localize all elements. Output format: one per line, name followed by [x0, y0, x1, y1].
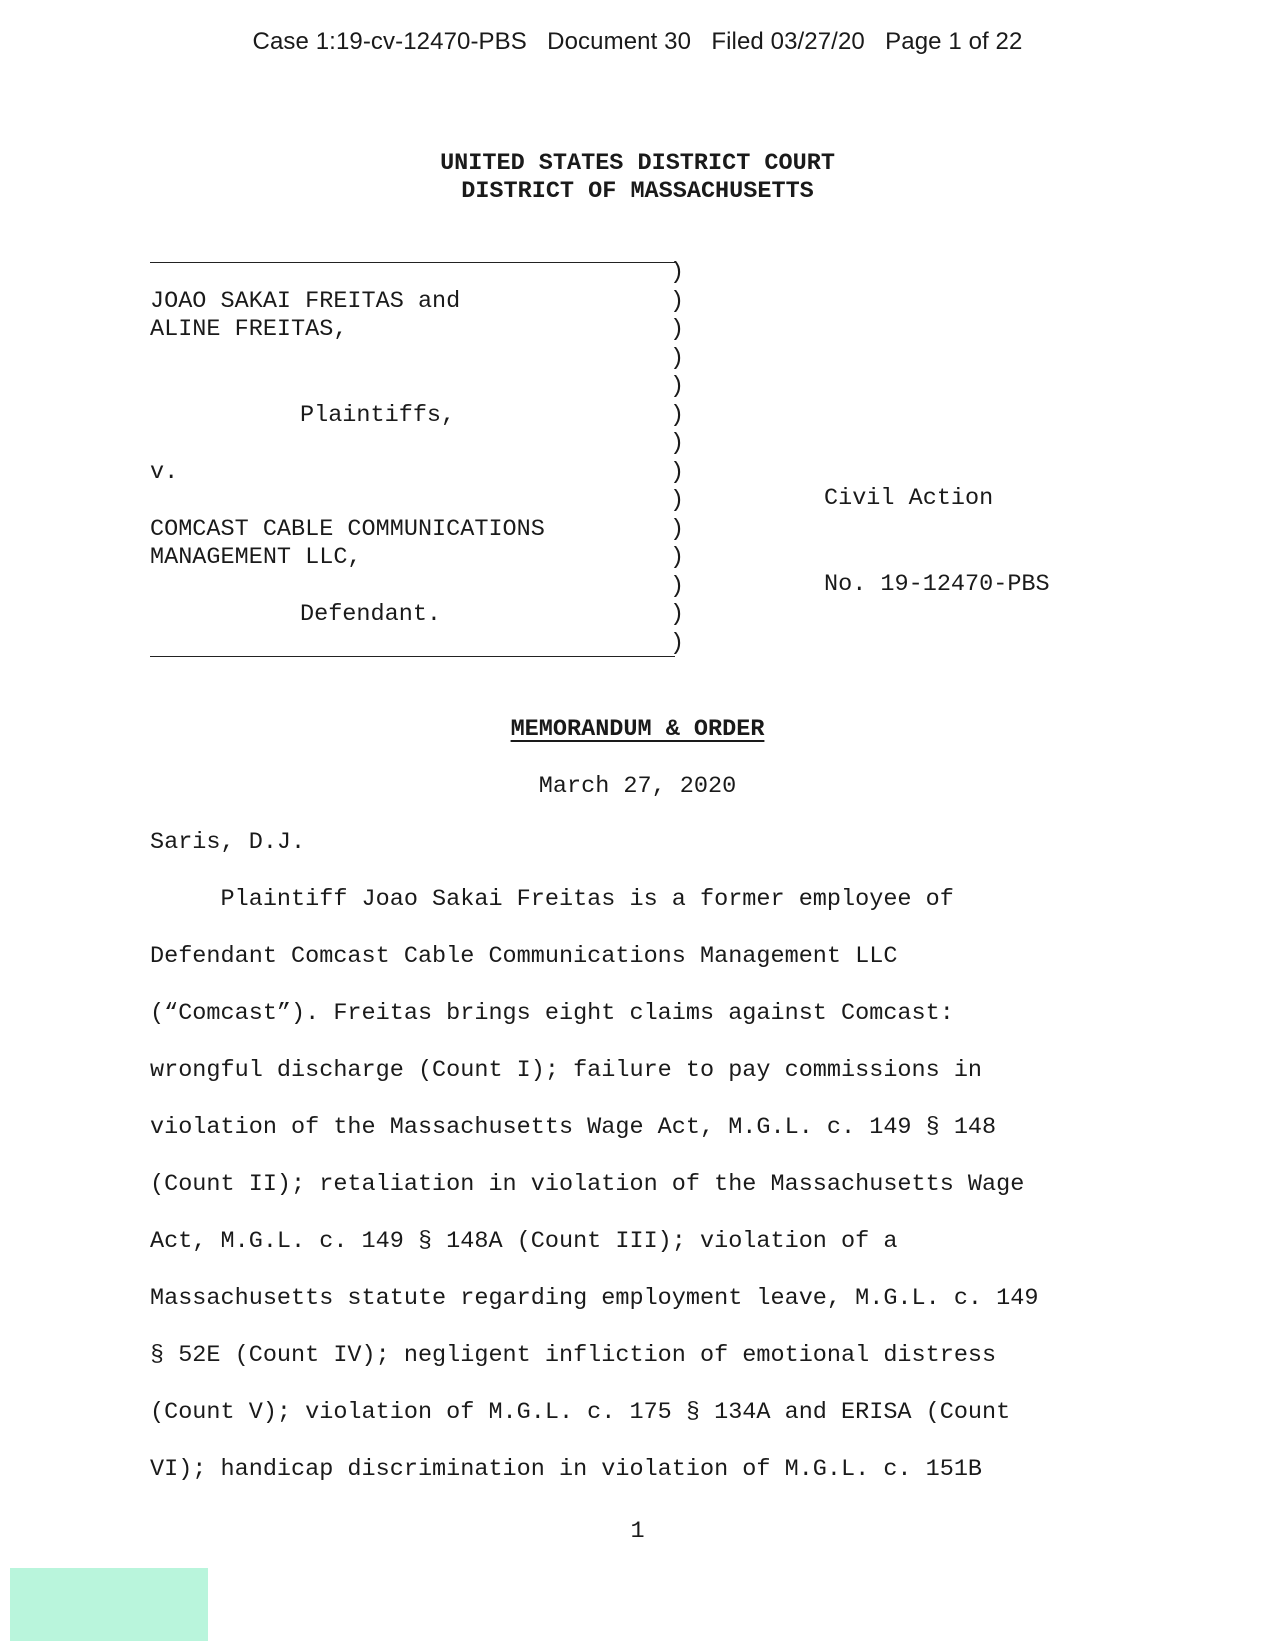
caption-top-rule	[150, 262, 675, 263]
memorandum-date: March 27, 2020	[538, 773, 737, 800]
plaintiff-name-line1: JOAO SAKAI FREITAS and	[150, 288, 461, 315]
civil-action-label: Civil Action	[824, 485, 994, 512]
plaintiff-role: Plaintiffs,	[300, 402, 456, 429]
defendant-role: Defendant.	[300, 601, 442, 628]
page-number: 1	[630, 1518, 645, 1545]
body-line: Act, M.G.L. c. 149 § 148A (Count III); violation of a	[150, 1228, 898, 1255]
caption-paren-column: ) ) ) ) ) ) ) ) ) ) ) ) ) )	[670, 259, 685, 657]
body-line: violation of the Massachusetts Wage Act, M.G.L. c. 149 § 148	[150, 1114, 997, 1141]
highlight-box	[10, 1568, 208, 1641]
court-district: DISTRICT OF MASSACHUSETTS	[461, 178, 814, 205]
memorandum-title-text: MEMORANDUM & ORDER	[510, 716, 765, 743]
defendant-name-line1: COMCAST CABLE COMMUNICATIONS	[150, 516, 545, 543]
body-line: VI); handicap discrimination in violation of M.G.L. c. 151B	[150, 1456, 983, 1483]
defendant-name-line2: MANAGEMENT LLC,	[150, 544, 362, 571]
body-line: wrongful discharge (Count I); failure to pay commissions in	[150, 1057, 983, 1084]
court-name: UNITED STATES DISTRICT COURT	[440, 150, 835, 177]
body-line: § 52E (Count IV); negligent infliction of emotional distress	[150, 1342, 997, 1369]
filing-header-stamp: Case 1:19-cv-12470-PBS Document 30 Filed 03/27/20 Page 1 of 22	[252, 28, 1023, 55]
body-line: Defendant Comcast Cable Communications Management LLC	[150, 943, 898, 970]
body-line: Plaintiff Joao Sakai Freitas is a former employee of	[150, 886, 954, 913]
body-line: (Count V); violation of M.G.L. c. 175 § 134A and ERISA (Count	[150, 1399, 1011, 1426]
case-number: No. 19-12470-PBS	[824, 570, 1050, 598]
body-line: (“Comcast”). Freitas brings eight claims against Comcast:	[150, 1000, 954, 1027]
versus-label: v.	[150, 459, 179, 486]
memorandum-title	[0, 716, 1275, 743]
judge-name: Saris, D.J.	[150, 829, 306, 856]
body-line: Massachusetts statute regarding employment leave, M.G.L. c. 149	[150, 1285, 1039, 1312]
civil-action-number	[824, 428, 1050, 628]
body-line: (Count II); retaliation in violation of the Massachusetts Wage	[150, 1171, 1025, 1198]
caption-bottom-rule	[150, 656, 675, 657]
plaintiff-name-line2: ALINE FREITAS,	[150, 316, 348, 343]
